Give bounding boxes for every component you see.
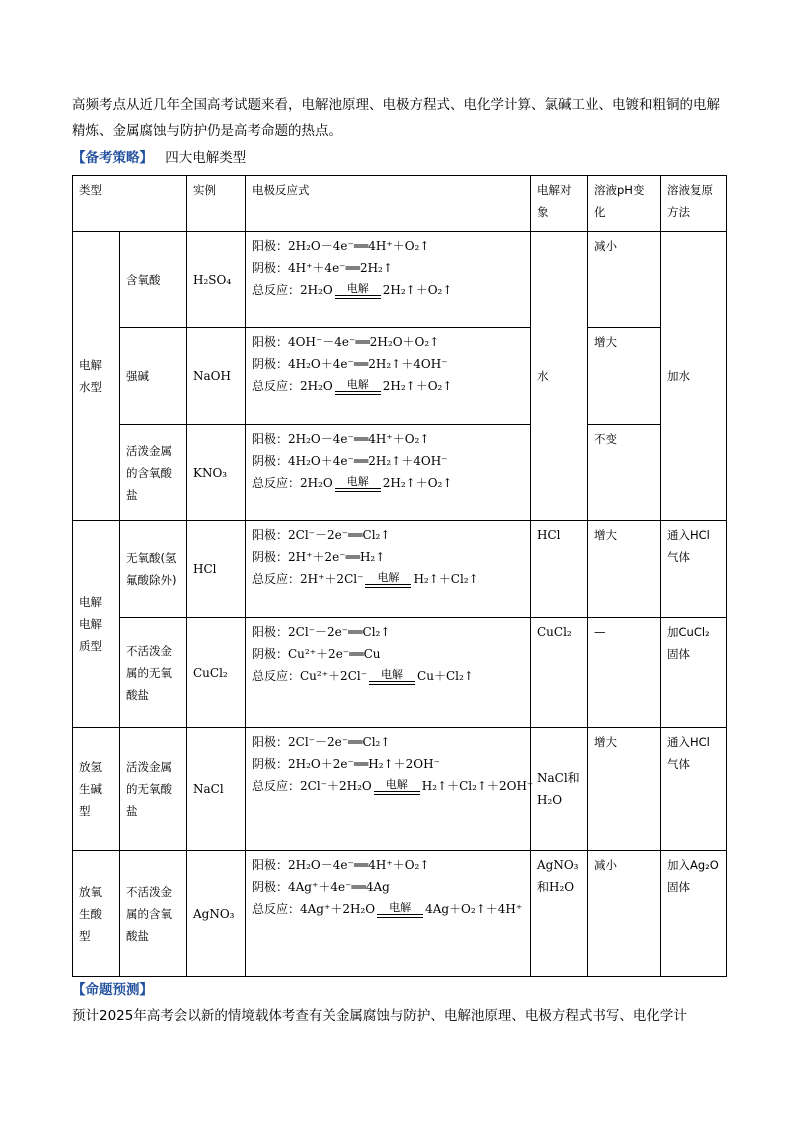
object-r6: NaCl和H₂O: [531, 728, 588, 851]
prediction-text: 预计2025年高考会以新的情境载体考查有关金属腐蚀与防护、电解池原理、电极方程式书写、电化学计: [72, 1008, 687, 1024]
reaction-r5: [246, 618, 531, 728]
example-r2: NaOH: [187, 328, 246, 425]
example-r4: HCl: [187, 521, 246, 618]
anode-r1: 阳极：2H₂O－4e⁻══4H⁺＋O₂↑: [252, 239, 430, 253]
sub-r5: 不活泼金属的无氧酸盐: [120, 618, 187, 728]
reaction-r6: [246, 728, 534, 851]
anode-r5: 阳极：2Cl⁻－2e⁻══Cl₂↑: [252, 625, 391, 639]
anode-r4: 阳极：2Cl⁻－2e⁻══Cl₂↑: [252, 528, 391, 542]
total-r1: 总反应：2H₂O 电解 2H₂↑＋O₂↑: [252, 281, 453, 297]
type-r6: 放氢生碱型: [73, 728, 120, 851]
example-r1: H₂SO₄: [187, 232, 246, 328]
total-r5: 总反应：Cu²⁺＋2Cl⁻ 电解 Cu＋Cl₂↑: [252, 667, 474, 683]
header-reaction: 电极反应式: [246, 176, 531, 232]
total-r7: 总反应：4Ag⁺＋2H₂O 电解 4Ag＋O₂↑＋4H⁺: [252, 900, 523, 916]
prediction-tag: 【命题预测】: [72, 982, 153, 998]
anode-r6: 阳极：2Cl⁻－2e⁻══Cl₂↑: [252, 735, 391, 749]
cathode-r7: 阴极：4Ag⁺＋4e⁻══4Ag: [252, 880, 390, 894]
sub-r6: 活泼金属的无氧酸盐: [120, 728, 187, 851]
object-r4: HCl: [531, 521, 588, 618]
restore-r6: 通入HCl气体: [661, 728, 727, 851]
total-r4: 总反应：2H⁺＋2Cl⁻ 电解 H₂↑＋Cl₂↑: [252, 570, 479, 586]
strategy-title: 四大电解类型: [165, 150, 247, 166]
cathode-r4: 阴极：2H⁺＋2e⁻══H₂↑: [252, 550, 386, 564]
ph-r4: 增大: [588, 521, 661, 618]
object-r5: CuCl₂: [531, 618, 588, 728]
total-r6: 总反应：2Cl⁻＋2H₂O 电解 H₂↑＋Cl₂↑＋2OH⁻: [252, 777, 534, 793]
example-r3: KNO₃: [187, 425, 246, 521]
electrolysis-table: [72, 175, 727, 977]
restore-r4: 通入HCl气体: [661, 521, 727, 618]
total-r2: 总反应：2H₂O 电解 2H₂↑＋O₂↑: [252, 377, 453, 393]
anode-r3: 阳极：2H₂O－4e⁻══4H⁺＋O₂↑: [252, 432, 430, 446]
cathode-r5: 阴极：Cu²⁺＋2e⁻══Cu: [252, 647, 381, 661]
intro-paragraph: 高频考点从近几年全国高考试题来看，电解池原理、电极方程式、电化学计算、氯碱工业、电镀和粗铜的电解精炼、金属腐蚀与防护仍是高考命题的热点。: [72, 97, 720, 139]
cathode-r3: 阴极：4H₂O＋4e⁻══2H₂↑＋4OH⁻: [252, 454, 448, 468]
ph-r3: 不变: [588, 425, 661, 521]
cathode-r2: 阴极：4H₂O＋4e⁻══2H₂↑＋4OH⁻: [252, 357, 448, 371]
object-r7: AgNO₃和H₂O: [531, 851, 588, 977]
restore-r5: 加CuCl₂固体: [661, 618, 727, 728]
reaction-r2: [246, 328, 531, 425]
reaction-r1: [246, 232, 531, 328]
sub-r3: 活泼金属的含氧酸盐: [120, 425, 187, 521]
header-object: 电解对象: [531, 176, 588, 232]
type-group1: 电解水型: [73, 232, 120, 521]
sub-r4: 无氧酸(氢氟酸除外): [120, 521, 187, 618]
ph-r6: 增大: [588, 728, 661, 851]
total-r3: 总反应：2H₂O 电解 2H₂↑＋O₂↑: [252, 474, 453, 490]
type-r7: 放氧生酸型: [73, 851, 120, 977]
reaction-r3: [246, 425, 531, 521]
reaction-r7: [246, 851, 531, 977]
header-ph: 溶液pH变化: [588, 176, 661, 232]
reaction-r4: [246, 521, 531, 618]
object-group1: 水: [531, 232, 588, 521]
example-r6: NaCl: [187, 728, 246, 851]
ph-r1: 减小: [588, 232, 661, 328]
header-type: 类型: [73, 176, 187, 232]
prediction-heading: [72, 978, 153, 998]
sub-r7: 不活泼金属的含氧酸盐: [120, 851, 187, 977]
restore-group1: 加水: [661, 232, 727, 521]
strategy-heading: [72, 146, 246, 166]
restore-r7: 加入Ag₂O固体: [661, 851, 727, 977]
example-r7: AgNO₃: [187, 851, 246, 977]
sub-r1: 含氧酸: [120, 232, 187, 328]
example-r5: CuCl₂: [187, 618, 246, 728]
strategy-tag: 【备考策略】: [72, 150, 153, 166]
ph-r5: —: [588, 618, 661, 728]
cathode-r1: 阴极：4H⁺＋4e⁻══2H₂↑: [252, 261, 393, 275]
ph-r2: 增大: [588, 328, 661, 425]
header-example: 实例: [187, 176, 246, 232]
anode-r7: 阳极：2H₂O－4e⁻══4H⁺＋O₂↑: [252, 858, 430, 872]
anode-r2: 阳极：4OH⁻－4e⁻══2H₂O＋O₂↑: [252, 335, 440, 349]
type-group2: 电解电解质型: [73, 521, 120, 728]
sub-r2: 强碱: [120, 328, 187, 425]
cathode-r6: 阴极：2H₂O＋2e⁻══H₂↑＋2OH⁻: [252, 757, 440, 771]
header-restore: 溶液复原方法: [661, 176, 727, 232]
ph-r7: 减小: [588, 851, 661, 977]
